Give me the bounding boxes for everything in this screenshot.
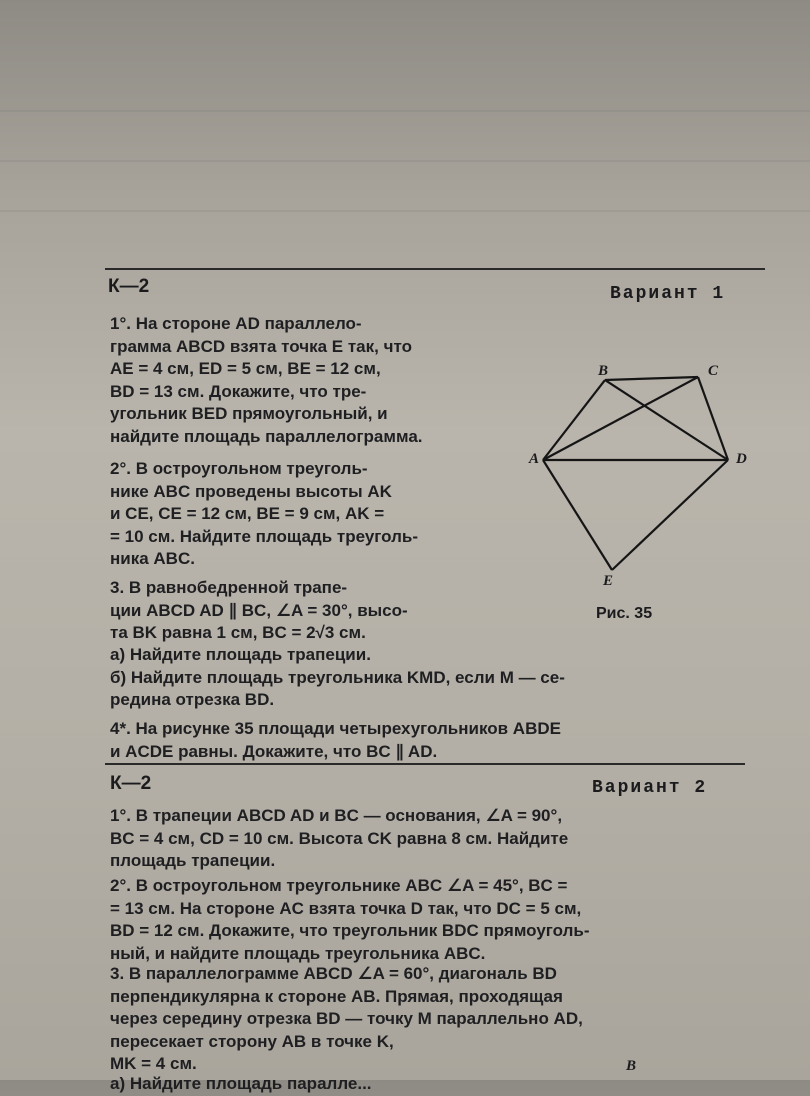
variant1-top-rule [105,268,765,270]
segment-cd [698,377,728,460]
point-label-c: C [708,363,719,379]
v2-problem-3-part-a: а) Найдите площадь паралле... [110,1074,372,1093]
segment-bd [605,380,728,460]
point-label-b: B [598,363,609,379]
segment-bc [605,377,698,380]
figure-caption: Рис. 35 [596,605,653,622]
segment-ab [543,380,605,460]
variant2-top-rule [105,763,745,765]
point-label-e: E [603,573,614,589]
segment-ed [612,460,728,570]
v1-problem-3-parts: а) Найдите площадь трапеции. б) Найдите площадь треугольника KMD, если M — се- редина отрезка BD. [110,645,565,709]
faint-bleed-line [0,210,810,212]
faint-bleed-line [0,160,810,162]
variant1-title: Вариант 1 [610,284,726,304]
variant2-title: Вариант 2 [592,778,708,798]
figure-35 [520,360,750,590]
variant2-code: К—2 [110,773,152,794]
v2-problem-2: 2°. В остроугольном треугольнике ABC ∠A = 45°, BC = = 13 см. На стороне AC взята точка D так, что DC = 5 см, BD = 12 см. Докажите, что треугольник BDC прямоуголь- ный, и найдите площадь треугольника ABC. [110,876,590,963]
faint-bleed-line [0,110,810,112]
v1-problem-2: 2°. В остроугольном треуголь- нике ABC проведены высоты AK и CE, CE = 12 см, BE = 9 см, AK = = 10 см. Найдите площадь треуголь- ника ABC. [110,459,419,568]
segment-ae [543,460,612,570]
point-label-a: A [529,451,540,467]
variant1-code: К—2 [108,276,150,297]
point-label-d: D [736,451,747,467]
v2-problem-1: 1°. В трапеции ABCD AD и BC — основания, ∠A = 90°, BC = 4 см, CD = 10 см. Высота CK равна 8 см. Найдите площадь трапеции. [110,806,569,870]
v1-problem-3: 3. В равнобедренной трапе- ции ABCD AD ∥ BC, ∠A = 30°, высо- та BK равна 1 см, BC = 2√3 см. [110,578,408,642]
v2-figure-label-b: B [626,1058,637,1074]
v1-problem-1: 1°. На стороне AD параллело- грамма ABCD взята точка E так, что AE = 4 см, ED = 5 см, BE = 12 см, BD = 13 см. Докажите, что тре- угольник BED прямоугольный, и найдите площадь параллелограмма. [110,314,423,446]
v1-problem-4: 4*. На рисунке 35 площади четырехугольников ABDE и ACDE равны. Докажите, что BC ∥ AD. [110,719,561,761]
v2-problem-3: 3. В параллелограмме ABCD ∠A = 60°, диагональ BD перпендикулярна к стороне AB. Прямая, проходящая через середину отрезка BD — точку M параллельно AD, пересекает сторону AB в точке K, MK = 4 см. [110,964,583,1073]
